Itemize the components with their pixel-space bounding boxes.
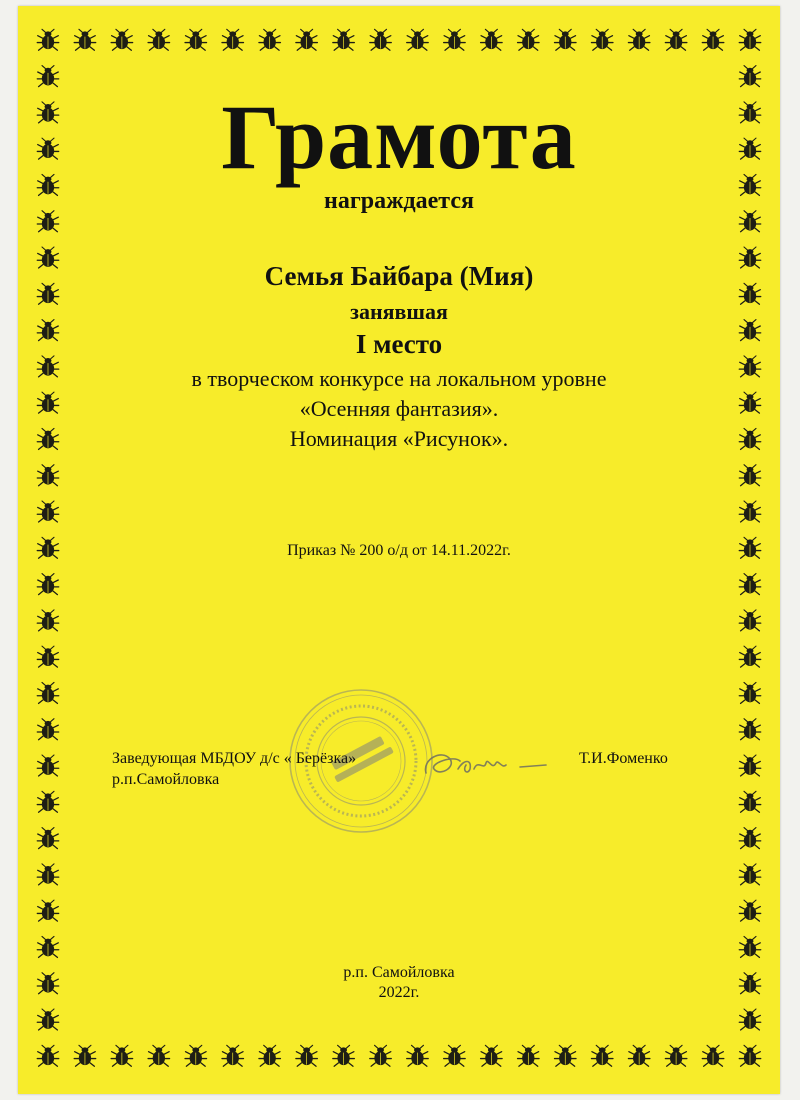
beetle-icon (37, 574, 58, 595)
beetle-icon (591, 1045, 612, 1066)
beetle-icon (185, 29, 206, 50)
beetle-icon (739, 682, 760, 703)
beetle-icon (739, 900, 760, 921)
beetle-icon (259, 1045, 280, 1066)
signature (420, 741, 560, 791)
beetle-icon (591, 29, 612, 50)
description-line: «Осенняя фантазия». (299, 396, 499, 421)
beetle-icon (37, 791, 58, 812)
beetle-icon (481, 1045, 502, 1066)
beetle-icon (37, 864, 58, 885)
beetle-icon (665, 1045, 686, 1066)
beetle-icon (739, 719, 760, 740)
beetle-icon (37, 610, 58, 631)
beetle-icon (37, 900, 58, 921)
beetle-icon (739, 791, 760, 812)
beetle-icon (222, 29, 243, 50)
beetle-icon (296, 1045, 317, 1066)
beetle-icon (37, 465, 58, 486)
beetle-icon (665, 29, 686, 50)
beetle-icon (444, 1045, 465, 1066)
beetle-icon (739, 610, 760, 631)
beetle-icon (37, 646, 58, 667)
order-reference: Приказ № 200 о/д от 14.11.2022г. (287, 542, 511, 559)
footer-city: р.п. Самойловка (343, 964, 455, 981)
recipient-name: Семья Байбара (Мия) (264, 261, 534, 291)
beetle-icon (739, 66, 760, 87)
certificate-title: Грамота (221, 86, 577, 188)
beetle-icon (739, 29, 760, 50)
signatory-name: Т.И.Фоменко (579, 750, 668, 767)
beetle-icon (739, 828, 760, 849)
beetle-icon (739, 465, 760, 486)
beetle-icon (37, 1009, 58, 1030)
beetle-icon (74, 1045, 95, 1066)
beetle-icon (185, 1045, 206, 1066)
beetle-icon (37, 1045, 58, 1066)
beetle-icon (407, 1045, 428, 1066)
beetle-icon (555, 1045, 576, 1066)
beetle-icon (148, 29, 169, 50)
signatory-location: р.п.Самойловка (112, 771, 220, 788)
beetle-icon (739, 864, 760, 885)
signatory-position: Заведующая МБДОУ д/с « Берёзка» (112, 750, 357, 767)
footer-year: 2022г. (378, 984, 420, 1001)
beetle-icon (739, 1045, 760, 1066)
beetle-icon (37, 828, 58, 849)
beetle-icon (444, 29, 465, 50)
beetle-icon (37, 755, 58, 776)
beetle-icon (702, 29, 723, 50)
beetle-icon (739, 574, 760, 595)
beetle-icon (628, 29, 649, 50)
beetle-icon (739, 646, 760, 667)
description-line: в творческом конкурсе на локальном уровне (191, 366, 607, 391)
beetle-icon (37, 29, 58, 50)
beetle-icon (148, 1045, 169, 1066)
beetle-icon (628, 1045, 649, 1066)
beetle-icon (481, 29, 502, 50)
description-line: Номинация «Рисунок». (289, 426, 509, 451)
beetle-icon (739, 501, 760, 522)
beetle-icon (37, 66, 58, 87)
beetle-icon (702, 1045, 723, 1066)
beetle-icon (333, 1045, 354, 1066)
certificate-sheet (18, 6, 780, 1094)
beetle-icon (370, 29, 391, 50)
place-label: I место (355, 329, 443, 359)
beetle-icon (37, 936, 58, 957)
beetle-icon (111, 29, 132, 50)
beetle-icon (518, 1045, 539, 1066)
awarded-label: награждается (324, 188, 474, 214)
beetle-icon (222, 1045, 243, 1066)
beetle-icon (555, 29, 576, 50)
beetle-icon (739, 755, 760, 776)
beetle-icon (370, 1045, 391, 1066)
beetle-icon (259, 29, 280, 50)
beetle-icon (111, 1045, 132, 1066)
beetle-icon (407, 29, 428, 50)
took-label: занявшая (350, 299, 448, 324)
beetle-icon (37, 501, 58, 522)
beetle-icon (296, 29, 317, 50)
beetle-icon (333, 29, 354, 50)
beetle-icon (739, 1009, 760, 1030)
beetle-icon (37, 719, 58, 740)
beetle-icon (74, 29, 95, 50)
beetle-icon (518, 29, 539, 50)
beetle-icon (37, 682, 58, 703)
beetle-icon (739, 936, 760, 957)
